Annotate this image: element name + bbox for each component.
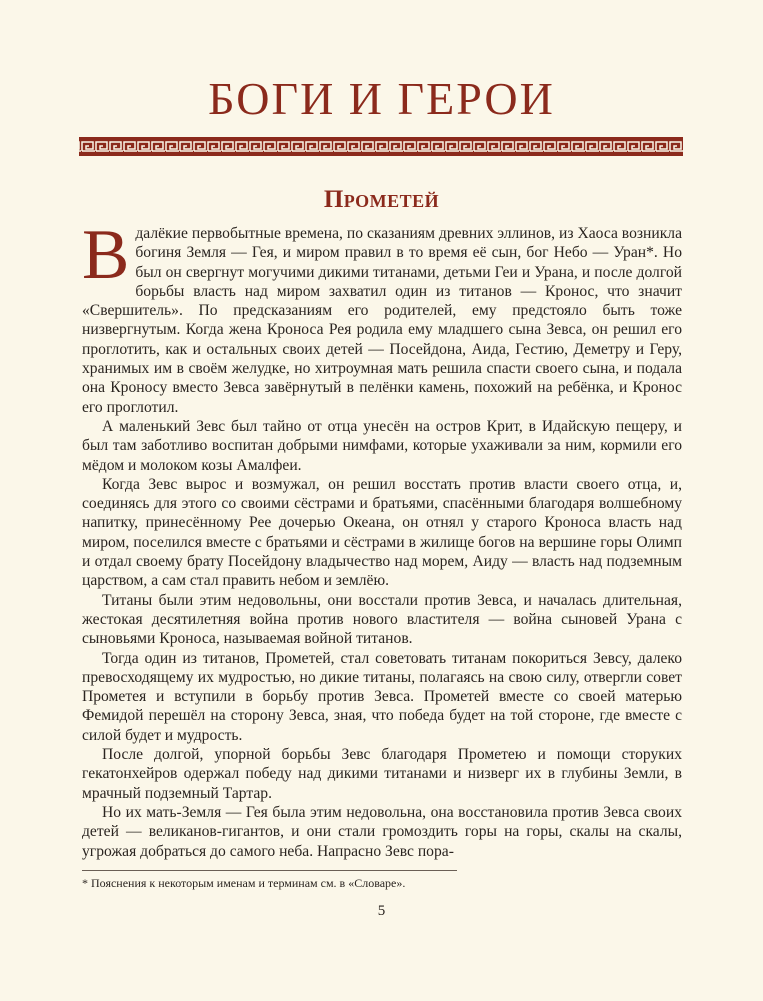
article-body (82, 216, 682, 861)
paragraph: Титаны были этим недовольны, они восстали против Зевса, и началась длительная, жестокая десятилетняя война против нового властителя — война сыновей Урана с сыновьями Кроноса, называемая войной титанов. (82, 591, 682, 648)
paragraph: После долгой, упорной борьбы Зевс благодаря Прометею и помощи сторуких гекатонхейров одержал победу над дикими титанами и низверг их в глубины Земли, в мрачный подземный Тартар. (82, 746, 682, 802)
page-title: БОГИ И ГЕРОИ (208, 73, 555, 124)
page-number: 5 (377, 903, 386, 919)
paragraph: Когда Зевс вырос и возмужал, он решил восстать против власти своего отца, и, соединясь для этого со своими сёстрами и братьями, спасёнными благодаря волшебному напитку, принесённому Рее дочерью Океана, он отнял у старого Кроноса власть над миром, поселился вместе с братьями и сёстрами в жилище богов на вершине горы Олимп и отдал своему брату Посейдону владычество над морем, Аиду — власть над подземным царством, а сам стал править небом и землёю. (82, 475, 682, 590)
drop-cap: В (82, 216, 130, 294)
paragraph (82, 216, 682, 417)
greek-key-border (79, 137, 683, 156)
footnote-divider (82, 870, 457, 871)
greek-key-pattern (79, 140, 683, 153)
footnote: * Пояснения к некоторым именам и терминам см. в «Словаре». (82, 876, 406, 890)
paragraph-text: далёкие первобытные времена, по сказаниям древних эллинов, из Хаоса возникла богиня Земля — Гея, и миром правил в то время её сын, бог Небо — Уран*. Но был он свергнут могучими дикими титанами, детьми Геи и Урана, и после долгой борьбы власть над миром захватил один из титанов — Кронос, что значит «Свершитель». По предсказаниям его родителей, ему предстояло быть тоже низвергнутым. Когда жена Кроноса Рея родила ему младшего сына Зевса, он решил его проглотить, как и остальных своих детей — Посейдона, Аида, Гестию, Деметру и Геру, хранимых им в своём желудке, но хитроумная мать решила спасти своего сына, и подала она Кроносу вместо Зевса завёрнутый в пелёнки камень, похожий на ребёнка, и Кронос его проглотил. (82, 225, 682, 416)
paragraph: Но их мать-Земля — Гея была этим недовольна, она восстановила против Зевса своих детей — великанов-гигантов, и они стали громоздить горы на горы, скалы на скалы, угрожая добраться до самого неба. Напрасно Зевс пора- (82, 803, 682, 860)
paragraph: А маленький Зевс был тайно от отца унесён на остров Крит, в Идайскую пещеру, и был там заботливо воспитан добрыми нимфами, которые ухаживали за ним, кормили его мёдом и молоком козы Амалфеи. (82, 417, 682, 474)
paragraph: Тогда один из титанов, Прометей, стал советовать титанам покориться Зевсу, далеко превосходящему их мудростью, но дикие титаны, полагаясь на свою силу, отвергли совет Прометея и вступили в борьбу против Зевса. Прометей вместе со своей матерью Фемидой перешёл на сторону Зевса, зная, что победа будет на той стороне, где вместе с силой будет и мудрость. (82, 649, 682, 744)
section-title: Прометей (323, 186, 440, 213)
